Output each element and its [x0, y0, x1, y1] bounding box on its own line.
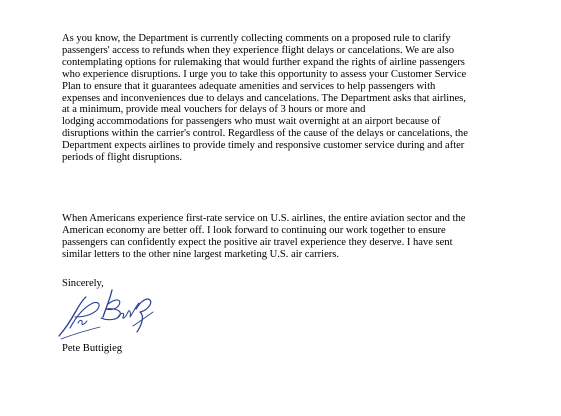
closing-salutation: Sincerely, [62, 278, 104, 289]
paragraph-line: contemplating options for rulemaking that would further expand the rights of airline passengers [62, 56, 465, 68]
body-paragraph-2 [62, 213, 502, 261]
paragraph-line: passengers' access to refunds when they experience flight delays or cancelations. We are also [62, 44, 454, 56]
paragraph-line: periods of flight disruptions. [62, 152, 183, 164]
paragraph-line: Department expects airlines to provide timely and responsive customer service during and after [62, 140, 465, 152]
paragraph-line: Plan to ensure that it guarantees adequate amenities and services to help passengers with [62, 80, 436, 92]
paragraph-line: American economy are better off. I look forward to continuing our work together to ensure [62, 224, 446, 236]
paragraph-line: passengers can confidently expect the positive air travel experience they deserve. I have sent [62, 236, 453, 248]
paragraph-line: disruptions within the carrier's control. Regardless of the cause of the delays or cancelations, the [62, 128, 468, 140]
signer-name: Pete Buttigieg [62, 343, 123, 354]
paragraph-line: As you know, the Department is currently collecting comments on a proposed rule to clarify [62, 33, 451, 44]
paragraph-line: expenses and inconveniences due to delays and cancelations. The Department asks that airlines, [62, 92, 466, 104]
paragraph-line: lodging accommodations for passengers who must wait overnight at an airport because of [62, 116, 441, 128]
paragraph-line: When Americans experience first-rate service on U.S. airlines, the entire aviation sector and the [62, 213, 466, 224]
paragraph-line: at a minimum, provide meal vouchers for delays of 3 hours or more and [62, 104, 366, 116]
body-paragraph-1 [62, 33, 502, 164]
paragraph-line: similar letters to the other nine largest marketing U.S. air carriers. [62, 248, 339, 260]
handwritten-signature [56, 284, 160, 342]
paragraph-line: who experience disruptions. I urge you to take this opportunity to assess your Customer Service [62, 68, 467, 80]
